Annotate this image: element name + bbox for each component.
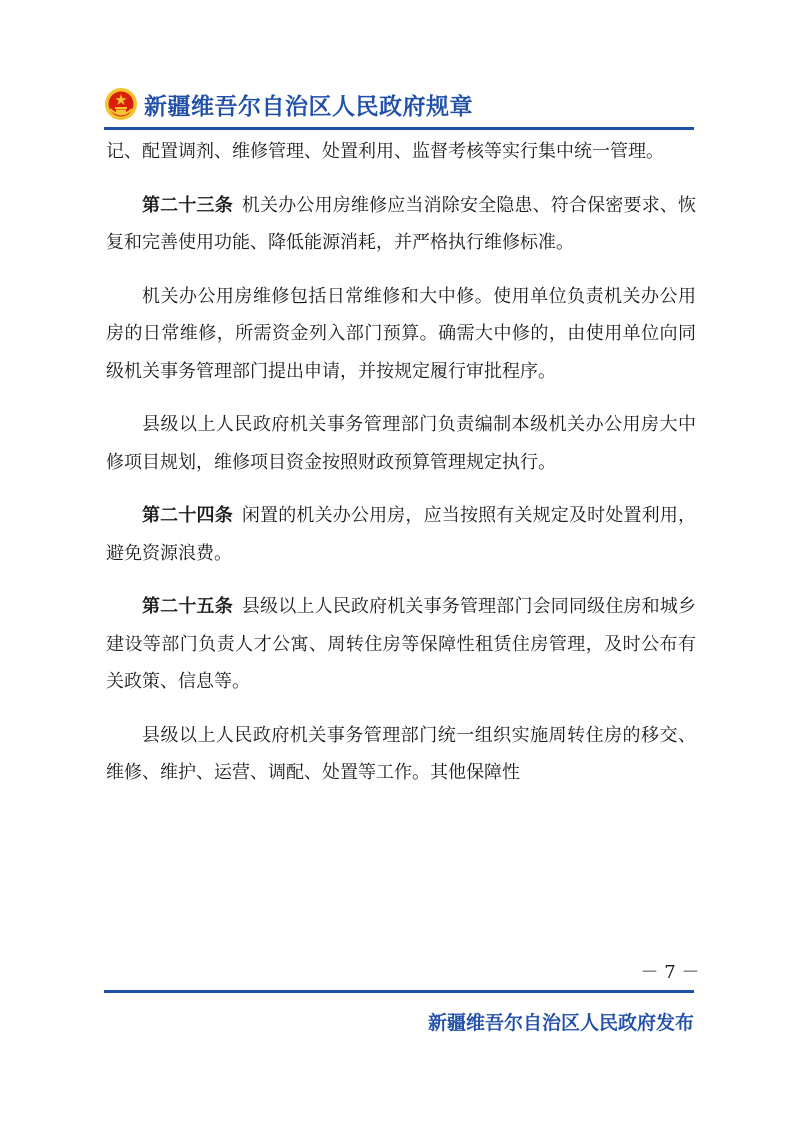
paragraph-text: 县级以上人民政府机关事务管理部门负责编制本级机关办公用房大中修项目规划，维修项目资金按照财政预算管理规定执行。: [106, 414, 696, 473]
paragraph-text: 机关办公用房维修应当消除安全隐患、符合保密要求、恢复和完善使用功能、降低能源消耗，并严格执行维修标准。: [106, 194, 697, 253]
paragraph: [106, 406, 696, 481]
paragraph: [106, 588, 696, 701]
article-title: 第二十三条: [142, 194, 233, 216]
paragraph-text: 机关办公用房维修包括日常维修和大中修。使用单位负责机关办公用房的日常维修，所需资金列入部门预算。确需大中修的，由使用单位向同级机关事务管理部门提出申请，并按规定履行审批程序。: [106, 285, 696, 382]
paragraph-text: 县级以上人民政府机关事务管理部门会同同级住房和城乡建设等部门负责人才公寓、周转住房等保障性租赁住房管理，及时公布有关政策、信息等。: [106, 596, 697, 692]
paragraph: [106, 717, 696, 792]
paragraph: [106, 278, 696, 391]
footer-publisher: 新疆维吾尔自治区人民政府发布: [427, 1012, 694, 1034]
header-title: 新疆维吾尔自治区人民政府规章: [144, 93, 473, 120]
paragraph: [106, 187, 696, 262]
footer-rule: [104, 990, 694, 993]
paragraph: [106, 133, 696, 171]
paragraph-text: 闲置的机关办公用房，应当按照有关规定及时处置利用，避免资源浪费。: [106, 505, 697, 564]
document-body: [106, 133, 696, 792]
document-header: [104, 82, 473, 126]
paragraph-text: 记、配置调剂、维修管理、处置利用、监督考核等实行集中统一管理。: [106, 141, 664, 162]
paragraph-text: 县级以上人民政府机关事务管理部门统一组织实施周转住房的移交、维修、维护、运营、调配、处置等工作。其他保障性: [106, 724, 696, 783]
page-number: － 7 －: [640, 962, 700, 983]
article-title: 第二十四条: [142, 505, 233, 526]
paragraph: [106, 497, 696, 572]
article-title: 第二十五条: [142, 596, 233, 617]
national-emblem-icon: [104, 87, 138, 121]
header-rule: [104, 127, 694, 130]
